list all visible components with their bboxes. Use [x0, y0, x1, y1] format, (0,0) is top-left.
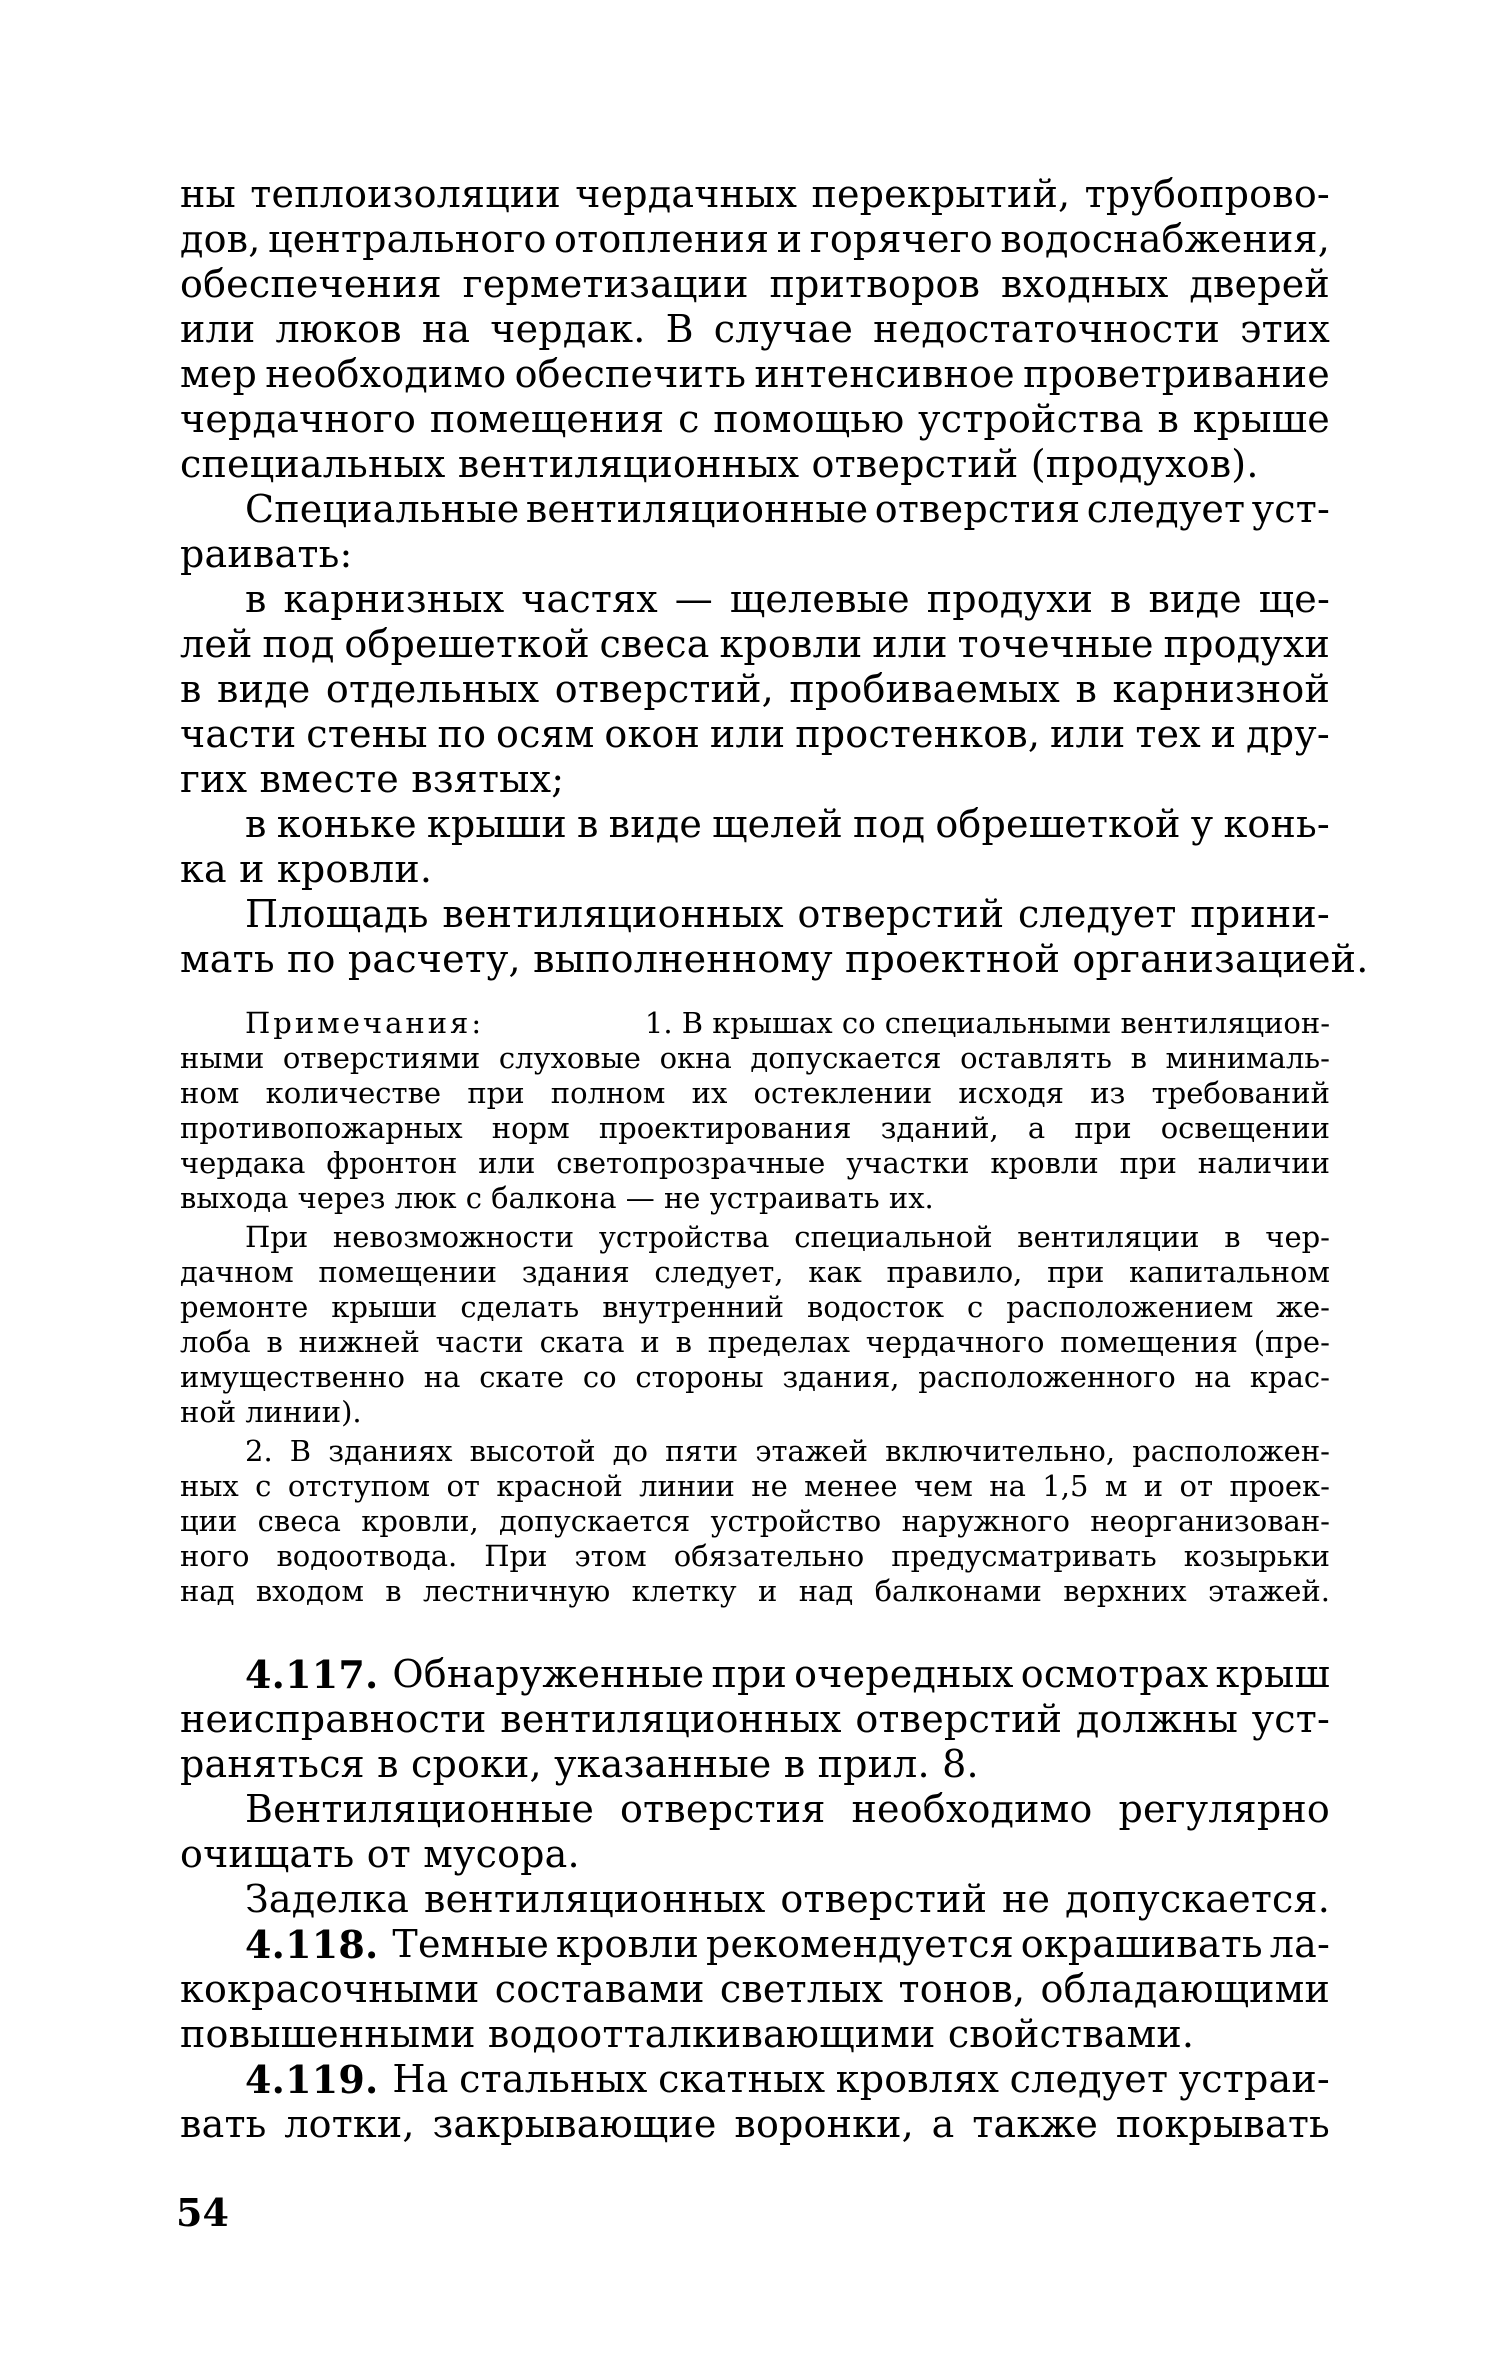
section-4119-first-line: [245, 2057, 1330, 2102]
note-line: ной линии).: [180, 1395, 362, 1429]
text-line: раивать:: [180, 532, 353, 576]
note-line: ции свеса кровли, допускается устройство наружного неорганизован-: [180, 1504, 1330, 1538]
text-line: ка и кровли.: [180, 847, 433, 891]
text-line: в коньке крыши в виде щелей под обрешеткой у конь-: [245, 802, 1330, 846]
text-line: части стены по осям окон или простенков, или тех и дру-: [180, 712, 1330, 756]
note-line: лоба в нижней части ската и в пределах чердачного помещения (пре-: [180, 1325, 1330, 1359]
text-line: обеспечения герметизации притворов входных дверей: [180, 262, 1330, 306]
section-number: 4.118.: [245, 1922, 379, 1967]
text-line: На стальных скатных кровлях следует устраи-: [392, 2057, 1330, 2101]
text-line: в карнизных частях — щелевые продухи в виде ще-: [245, 577, 1330, 621]
text-line: или люков на чердак. В случае недостаточности этих: [180, 307, 1330, 351]
text-line: повышенными водоотталкивающими свойствами.: [180, 2012, 1195, 2056]
note-line: выхода через люк с балкона — не устраивать их.: [180, 1181, 934, 1215]
section-number: 4.117.: [245, 1652, 379, 1697]
text-line: лей под обрешеткой свеса кровли или точечные продухи: [180, 622, 1330, 666]
text-line: мать по расчету, выполненному проектной организацией.: [180, 937, 1369, 981]
text-line: специальных вентиляционных отверстий (продухов).: [180, 442, 1259, 486]
text-line: Специальные вентиляционные отверстия следует уст-: [245, 487, 1330, 531]
text-line: Заделка вентиляционных отверстий не допускается.: [245, 1877, 1330, 1921]
text-line: Темные кровли рекомендуется окрашивать ла-: [392, 1922, 1330, 1966]
text-line: чердачного помещения с помощью устройства в крыше: [180, 397, 1330, 441]
note-line: ремонте крыши сделать внутренний водосток с расположением же-: [180, 1290, 1330, 1324]
text-line: ны теплоизоляции чердачных перекрытий, трубопрово-: [180, 172, 1330, 216]
text-line: в виде отдельных отверстий, пробиваемых в карнизной: [180, 667, 1330, 711]
text-line: Обнаруженные при очередных осмотрах крыш: [392, 1652, 1330, 1696]
section-4118-first-line: [245, 1922, 1330, 1967]
note-line: имущественно на скате со стороны здания, расположенного на крас-: [180, 1360, 1330, 1394]
note-line: 2. В зданиях высотой до пяти этажей включительно, расположен-: [245, 1434, 1330, 1468]
note-heading-line: [245, 1006, 1330, 1040]
text-line: кокрасочными составами светлых тонов, обладающими: [180, 1967, 1330, 2011]
text-line: неисправности вентиляционных отверстий должны уст-: [180, 1697, 1330, 1741]
note-line: дачном помещении здания следует, как правило, при капитальном: [180, 1255, 1330, 1289]
text-line: раняться в сроки, указанные в прил. 8.: [180, 1742, 979, 1786]
page-number: 54: [176, 2190, 229, 2235]
note-line: противопожарных норм проектирования зданий, а при освещении: [180, 1111, 1330, 1145]
text-line: гих вместе взятых;: [180, 757, 565, 801]
note-line: чердака фронтон или светопрозрачные участки кровли при наличии: [180, 1146, 1330, 1180]
text-line: вать лотки, закрывающие воронки, а также покрывать: [180, 2102, 1330, 2146]
note-line: над входом в лестничную клетку и над балконами верхних этажей.: [180, 1574, 1330, 1608]
note-line: ных с отступом от красной линии не менее чем на 1,5 м и от проек-: [180, 1469, 1330, 1503]
text-line: мер необходимо обеспечить интенсивное проветривание: [180, 352, 1330, 396]
section-4117-first-line: [245, 1652, 1330, 1697]
text-line: дов, центрального отопления и горячего водоснабжения,: [180, 217, 1330, 261]
text-line: Площадь вентиляционных отверстий следует прини-: [245, 892, 1330, 936]
text-line: очищать от мусора.: [180, 1832, 580, 1876]
text-line: Вентиляционные отверстия необходимо регулярно: [245, 1787, 1330, 1831]
notes-heading: Примечания:: [245, 1006, 485, 1040]
note-text: 1. В крышах со специальными вентиляцион-: [644, 1006, 1330, 1040]
note-line: ного водоотвода. При этом обязательно предусматривать козырьки: [180, 1539, 1330, 1573]
section-number: 4.119.: [245, 2057, 379, 2102]
note-line: ными отверстиями слуховые окна допускается оставлять в минималь-: [180, 1041, 1330, 1075]
note-line: При невозможности устройства специальной вентиляции в чер-: [245, 1220, 1330, 1254]
note-line: ном количестве при полном их остеклении исходя из требований: [180, 1076, 1330, 1110]
